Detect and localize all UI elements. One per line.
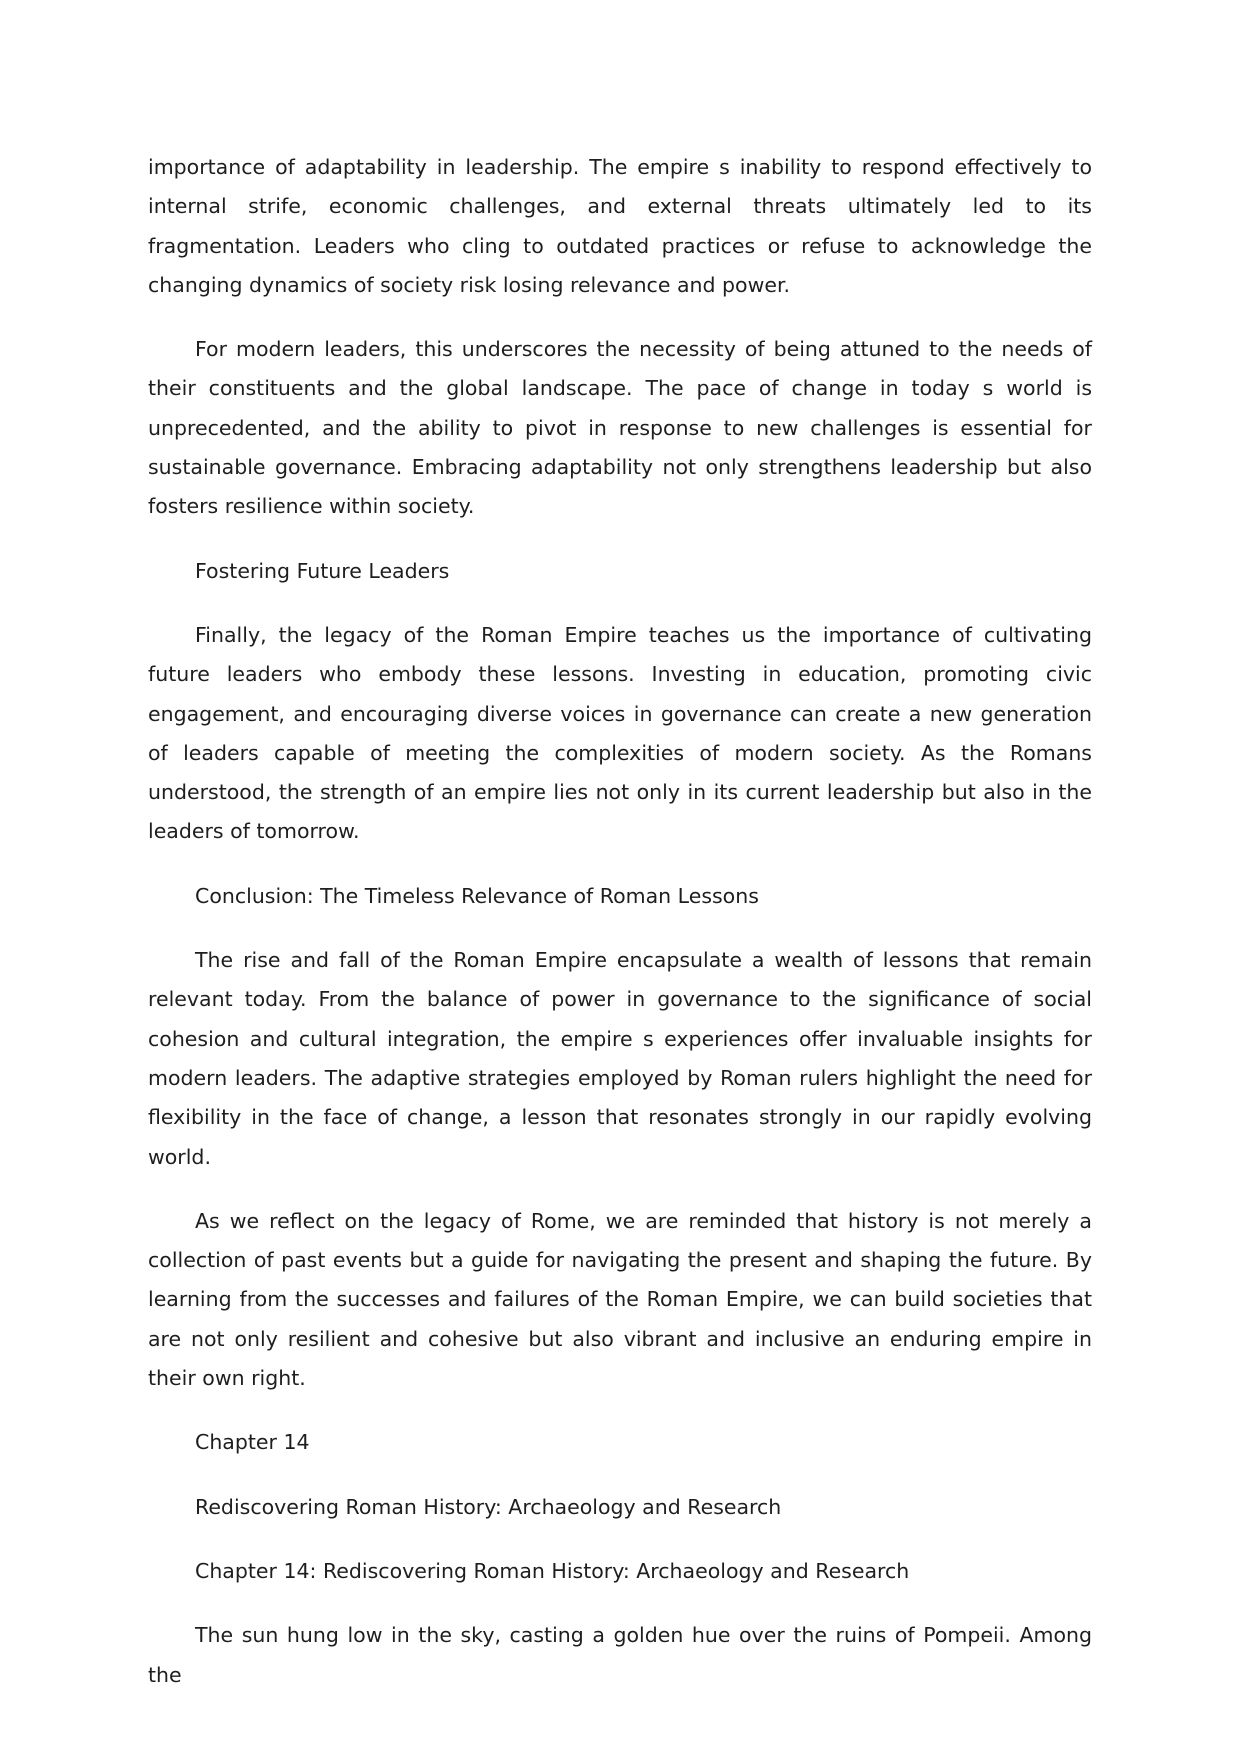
paragraph-modern-leaders: For modern leaders, this underscores the necessity of being attuned to the needs of their constituents and the global landscape. The pace of change in today s world is unprecedented, and the ability to pivot in response to new challenges is essential for sustainable governance. Embracing adaptability not only strengthens leadership but also fosters resilience within society. <box>148 337 1092 519</box>
paragraph-rise-and-fall: The rise and fall of the Roman Empire encapsulate a wealth of lessons that remain relevant today. From the balance of power in governance to the significance of social cohesion and cultural integration, the empire s experiences offer invaluable insights for modern leaders. The adaptive strategies employed by Roman rulers highlight the need for flexibility in the face of change, a lesson that resonates strongly in our rapidly evolving world. <box>148 948 1092 1169</box>
paragraph-adaptability-continued: importance of adaptability in leadership. The empire s inability to respond effectively to internal strife, economic challenges, and external threats ultimately led to its fragmentation. Leaders who cling to outdated practices or refuse to acknowledge the changing dynamics of society risk losing relevance and power. <box>148 155 1092 297</box>
paragraph-legacy-of-rome: As we reflect on the legacy of Rome, we are reminded that history is not merely a collection of past events but a guide for navigating the present and shaping the future. By learning from the successes and failures of the Roman Empire, we can build societies that are not only resilient and cohesive but also vibrant and inclusive an enduring empire in their own right. <box>148 1208 1092 1391</box>
paragraph-future-leaders: Finally, the legacy of the Roman Empire teaches us the importance of cultivating future leaders who embody these lessons. Investing in education, promoting civic engagement, and encouraging diverse voices in governance can create a new generation of leaders capable of meeting the complexities of modern society. As the Romans understood, the strength of an empire lies not only in its current leadership but also in the leaders of tomorrow. <box>148 622 1092 844</box>
paragraph-pompeii-opening: The sun hung low in the sky, casting a golden hue over the ruins of Pompeii. Among the <box>148 1623 1092 1687</box>
section-heading-fostering-future-leaders: Fostering Future Leaders <box>195 558 450 583</box>
chapter-full-title: Chapter 14: Rediscovering Roman History: Archaeology and Research <box>195 1558 910 1583</box>
chapter-subtitle: Rediscovering Roman History: Archaeology and Research <box>195 1494 782 1519</box>
document-page <box>148 148 1092 1720</box>
section-heading-conclusion: Conclusion: The Timeless Relevance of Roman Lessons <box>195 883 759 908</box>
chapter-number: Chapter 14 <box>195 1430 310 1455</box>
